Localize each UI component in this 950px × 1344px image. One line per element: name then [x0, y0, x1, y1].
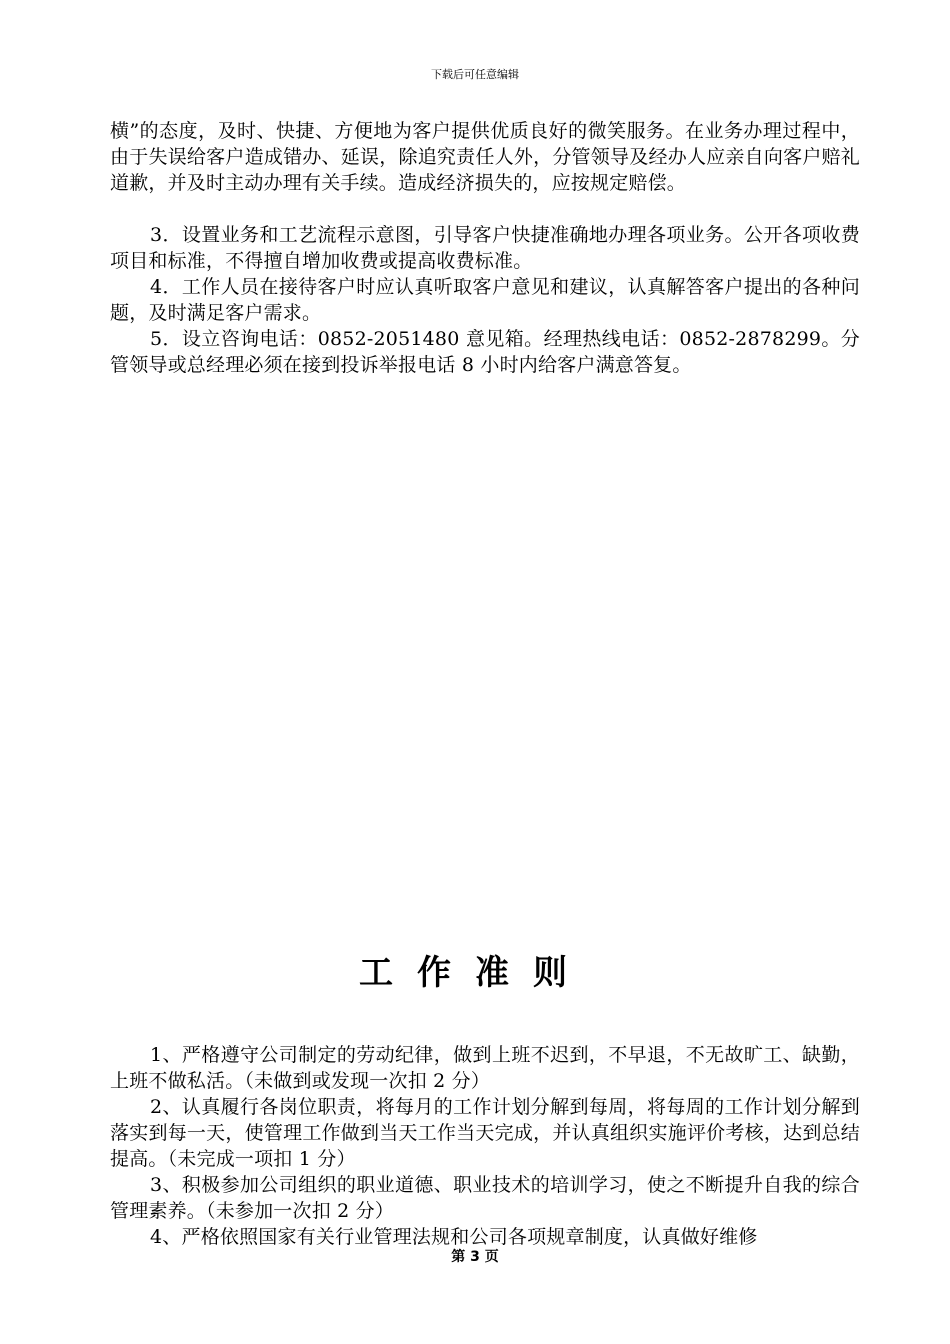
continued-paragraph: 横”的态度，及时、快捷、方便地为客户提供优质良好的微笑服务。在业务办理过程中，由于失误给客户造成错办、延误，除追究责任人外，分管领导及经办人应亲自向客户赔礼道歉，并及时主动办理有关手续。造成经济损失的，应按规定赔偿。: [110, 120, 860, 194]
paragraph-item-3: 3．设置业务和工艺流程示意图，引导客户快捷准确地办理各项业务。公开各项收费项目和标准，不得擅自增加收费或提高收费标准。: [110, 224, 860, 272]
section-title: 工作准则: [359, 953, 591, 993]
rule-item-3: 3、积极参加公司组织的职业道德、职业技术的培训学习，使之不断提升自我的综合管理素养。（未参加一次扣 2 分）: [110, 1174, 860, 1222]
header-note: 下载后可任意编辑: [431, 68, 519, 81]
rule-item-1: 1、严格遵守公司制定的劳动纪律，做到上班不迟到，不早退，不无故旷工、缺勤，上班不做私活。（未做到或发现一次扣 2 分）: [110, 1044, 860, 1092]
paragraph-item-5: 5．设立咨询电话：0852-2051480 意见箱。经理热线电话：0852-2878299。分管领导或总经理必须在接到投诉举报电话 8 小时内给客户满意答复。: [110, 328, 860, 376]
paragraph-item-4: 4．工作人员在接待客户时应认真听取客户意见和建议，认真解答客户提出的各种问题，及时满足客户需求。: [110, 276, 860, 324]
rule-item-4: 4、严格依照国家有关行业管理法规和公司各项规章制度，认真做好维修: [150, 1226, 758, 1248]
rule-item-2: 2、认真履行各岗位职责，将每月的工作计划分解到每周，将每周的工作计划分解到落实到每一天，使管理工作做到当天工作当天完成，并认真组织实施评价考核，达到总结提高。（未完成一项扣 1 分）: [110, 1096, 860, 1170]
page-number: 第 3 页: [451, 1249, 499, 1265]
